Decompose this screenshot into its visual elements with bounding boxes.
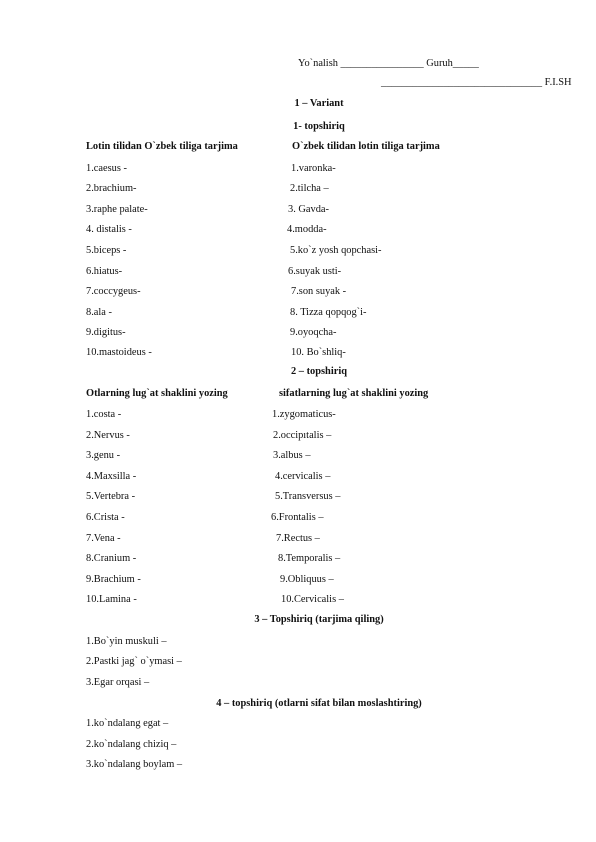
task2-right-item: 5.Transversus – [275, 491, 341, 502]
task1-left-item: 4. distalis - [86, 224, 132, 235]
task1-left-item: 8.ala - [86, 307, 112, 318]
task2-right-item: 7.Rectus – [276, 533, 320, 544]
task3-title: 3 – Topshiriq (tarjima qiling) [254, 614, 384, 625]
task2-left-item: 9.Brachium - [86, 574, 141, 585]
task3-item: 3.Egar orqasi – [86, 677, 150, 688]
task2-right-item: 8.Temporalis – [278, 553, 341, 564]
task2-right-item: 4.cervicalis – [275, 471, 331, 482]
task1-right-item: 10. Bo`shliq- [291, 347, 346, 358]
task1-left-heading: Lotin tilidan O`zbek tiliga tarjima [86, 141, 238, 152]
task4-item: 3.ko`ndalang boylam – [86, 759, 183, 770]
task1-right-item: 4.modda- [287, 224, 327, 235]
task2-left-item: 2.Nervus - [86, 430, 130, 441]
yonalish-guruh-line: Yo`nalish ________________ Guruh_____ [298, 58, 479, 69]
task1-left-item: 2.brachium- [86, 183, 137, 194]
task1-left-item: 1.caesus - [86, 163, 127, 174]
task2-right-heading: sifatlarning lug`at shaklini yozing [279, 388, 429, 399]
task2-right-item: 2.occipıtalis – [273, 430, 332, 441]
task2-left-item: 3.genu - [86, 450, 121, 461]
task2-left-heading: Otlarning lug`at shaklini yozing [86, 388, 228, 399]
task1-right-item: 5.ko`z yosh qopchasi- [290, 245, 382, 256]
task2-left-item: 5.Vertebra - [86, 491, 136, 502]
task3-item: 2.Pastki jag` o`ymasi – [86, 656, 182, 667]
task2-right-item: 6.Frontalis – [271, 512, 324, 523]
task2-right-item: 10.Cervicalis – [281, 594, 344, 605]
task1-left-item: 7.coccygeus- [86, 286, 141, 297]
task1-left-item: 9.digitus- [86, 327, 126, 338]
task2-left-item: 8.Cranium - [86, 553, 137, 564]
task2-left-item: 7.Vena - [86, 533, 121, 544]
task2-left-item: 1.costa - [86, 409, 122, 420]
task2-right-item: 3.albus – [273, 450, 311, 461]
task4-item: 2.ko`ndalang chiziq – [86, 739, 177, 750]
task1-title: 1- topshiriq [293, 121, 345, 132]
task1-left-item: 3.raphe palate- [86, 204, 148, 215]
fish-line: _______________________________ F.I.SH [381, 77, 572, 88]
task4-title: 4 – topshiriq (otlarni sifat bilan moslashtiring) [216, 698, 422, 709]
task1-left-item: 10.mastoideus - [86, 347, 152, 358]
task2-left-item: 6.Crista - [86, 512, 125, 523]
task1-right-item: 1.varonka- [291, 163, 336, 174]
task1-left-item: 5.biceps - [86, 245, 127, 256]
task1-right-heading: O`zbek tilidan lotin tiliga tarjima [292, 141, 440, 152]
task1-right-item: 7.son suyak - [291, 286, 347, 297]
task2-left-item: 4.Maxsilla - [86, 471, 137, 482]
task1-right-item: 9.oyoqcha- [290, 327, 337, 338]
task1-right-item: 3. Gavda- [288, 204, 329, 215]
variant-title: 1 – Variant [294, 98, 344, 109]
task3-item: 1.Bo`yin muskuli – [86, 636, 167, 647]
task2-right-item: 1.zygomaticus- [272, 409, 336, 420]
task1-right-item: 2.tilcha – [290, 183, 329, 194]
task2-right-item: 9.Obliquus – [280, 574, 334, 585]
task2-left-item: 10.Lamina - [86, 594, 137, 605]
task1-left-item: 6.hiatus- [86, 266, 123, 277]
task1-right-item: 6.suyak usti- [288, 266, 342, 277]
task2-title: 2 – topshiriq [290, 366, 347, 377]
task1-right-item: 8. Tizza qopqog`i- [290, 307, 367, 318]
task4-item: 1.ko`ndalang egat – [86, 718, 169, 729]
